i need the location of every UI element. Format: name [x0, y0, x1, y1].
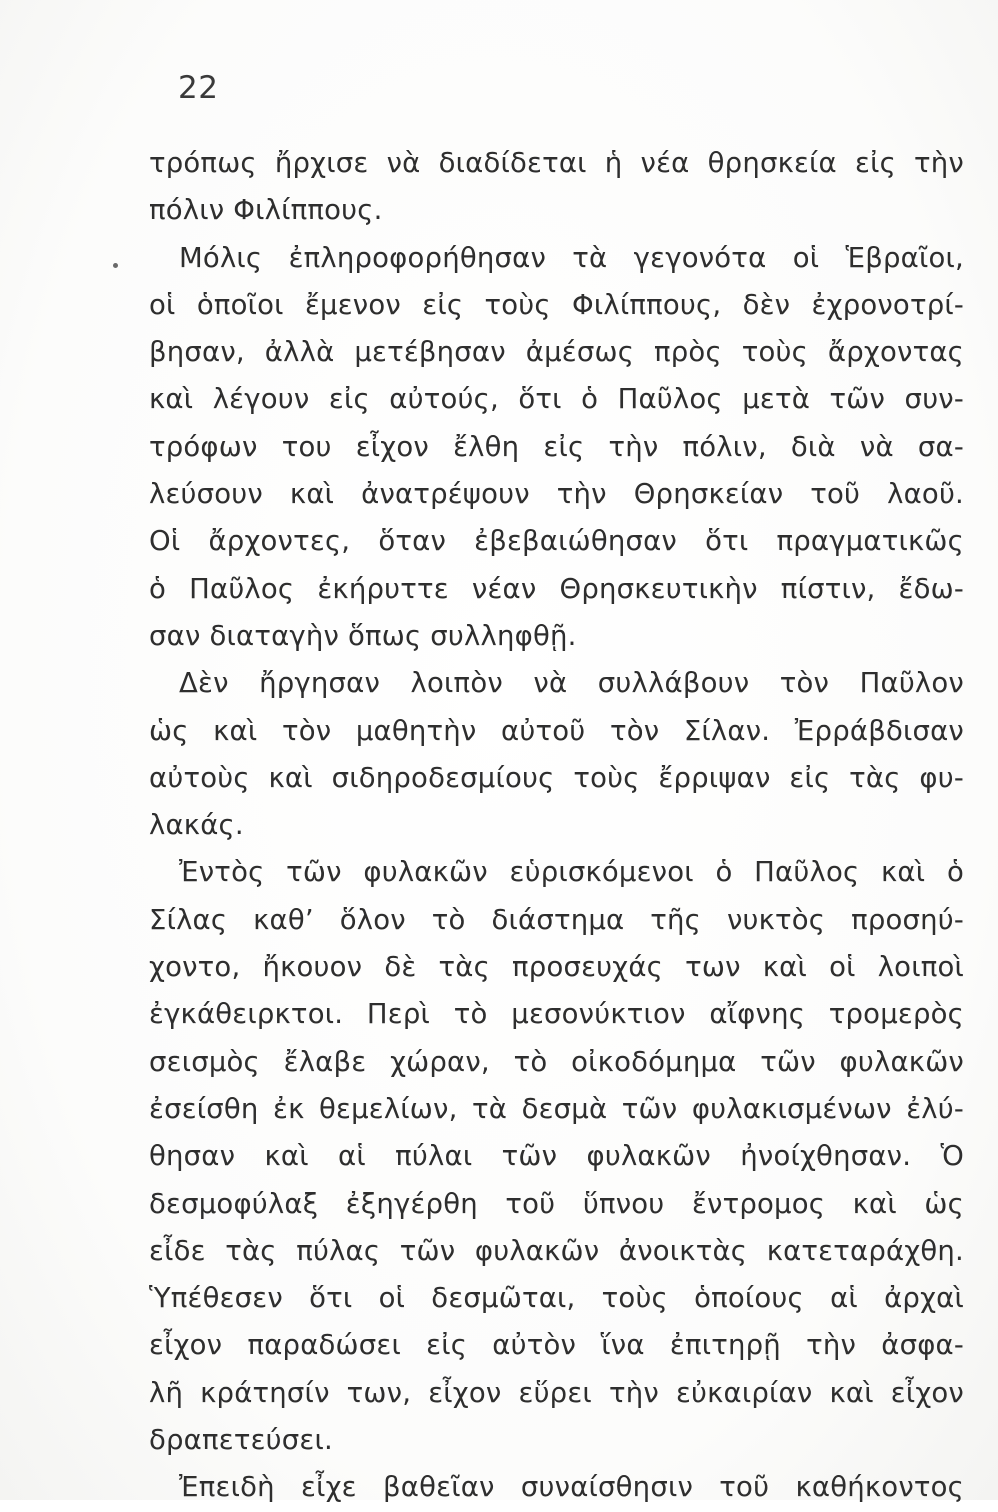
- text-line: Ἐντὸς τῶν φυλακῶν εὑρισκόμενοι ὁ Παῦλος καὶ ὁ: [179, 856, 964, 889]
- text-line: Μόλις ἐπληροφορήθησαν τὰ γεγονότα οἱ Ἑβραῖοι,: [179, 241, 964, 274]
- text-line: δραπετεύσει.: [149, 1424, 333, 1457]
- text-line: πόλιν Φιλίππους.: [149, 194, 383, 227]
- text-line: ἐσείσθη ἐκ θεμελίων, τὰ δεσμὰ τῶν φυλακισμένων ἐλύ-: [149, 1092, 964, 1125]
- margin-mark: [113, 263, 118, 268]
- text-line: λακάς.: [149, 809, 244, 842]
- text-line: λεύσουν καὶ ἀνατρέψουν τὴν Θρησκείαν τοῦ λαοῦ.: [149, 478, 964, 511]
- text-line: Σίλας καθ’ ὅλον τὸ διάστημα τῆς νυκτὸς προσηύ-: [149, 903, 964, 936]
- body-text: [149, 140, 964, 1512]
- page-number: 22: [178, 70, 219, 106]
- text-line: τρόφων του εἶχον ἔλθη εἰς τὴν πόλιν, διὰ νὰ σα-: [149, 430, 964, 463]
- text-line: καὶ λέγουν εἰς αὐτούς, ὅτι ὁ Παῦλος μετὰ τῶν συν-: [149, 383, 964, 416]
- text-line: σεισμὸς ἔλαβε χώραν, τὸ οἰκοδόμημα τῶν φυλακῶν: [149, 1045, 964, 1078]
- text-line: εἶχον παραδώσει εἰς αὐτὸν ἵνα ἐπιτηρῇ τὴν ἀσφα-: [149, 1329, 964, 1362]
- text-line: οἱ ὁποῖοι ἔμενον εἰς τοὺς Φιλίππους, δὲν ἐχρονοτρί-: [149, 288, 964, 321]
- text-line: χοντο, ἤκουον δὲ τὰς προσευχάς των καὶ οἱ λοιποὶ: [149, 951, 964, 984]
- text-line: τρόπως ἤρχισε νὰ διαδίδεται ἡ νέα θρησκεία εἰς τὴν: [149, 147, 964, 179]
- text-line: ὁ Παῦλος ἐκήρυττε νέαν Θρησκευτικὴν πίστιν, ἔδω-: [149, 572, 964, 605]
- text-line: Οἱ ἄρχοντες, ὅταν ἐβεβαιώθησαν ὅτι πραγματικῶς: [149, 525, 964, 558]
- text-line: Δὲν ἤργησαν λοιπὸν νὰ συλλάβουν τὸν Παῦλον: [179, 667, 964, 700]
- text-line: ἐγκάθειρκτοι. Περὶ τὸ μεσονύκτιον αἴφνης τρομερὸς: [149, 998, 964, 1031]
- text-line: βησαν, ἀλλὰ μετέβησαν ἀμέσως πρὸς τοὺς ἄρχοντας: [149, 336, 964, 369]
- text-line: Ἐπειδὴ εἶχε βαθεῖαν συναίσθησιν τοῦ καθήκοντος: [179, 1471, 964, 1504]
- text-line: Ὑπέθεσεν ὅτι οἱ δεσμῶται, τοὺς ὁποίους αἱ ἀρχαὶ: [149, 1282, 964, 1315]
- text-line: σαν διαταγὴν ὅπως συλληφθῇ.: [149, 619, 577, 652]
- text-line: ὡς καὶ τὸν μαθητὴν αὐτοῦ τὸν Σίλαν. Ἐρράβδισαν: [149, 714, 964, 747]
- text-line: εἶδε τὰς πύλας τῶν φυλακῶν ἀνοικτὰς κατεταράχθη.: [149, 1234, 964, 1267]
- text-line: δεσμοφύλαξ ἐξηγέρθη τοῦ ὕπνου ἔντρομος καὶ ὡς: [149, 1187, 964, 1220]
- text-line: θησαν καὶ αἱ πύλαι τῶν φυλακῶν ἠνοίχθησαν. Ὁ: [149, 1140, 964, 1173]
- text-line: λῆ κράτησίν των, εἶχον εὕρει τὴν εὐκαιρίαν καὶ εἶχον: [149, 1376, 964, 1409]
- text-line: αὐτοὺς καὶ σιδηροδεσμίους τοὺς ἔρριψαν εἰς τὰς φυ-: [149, 761, 964, 794]
